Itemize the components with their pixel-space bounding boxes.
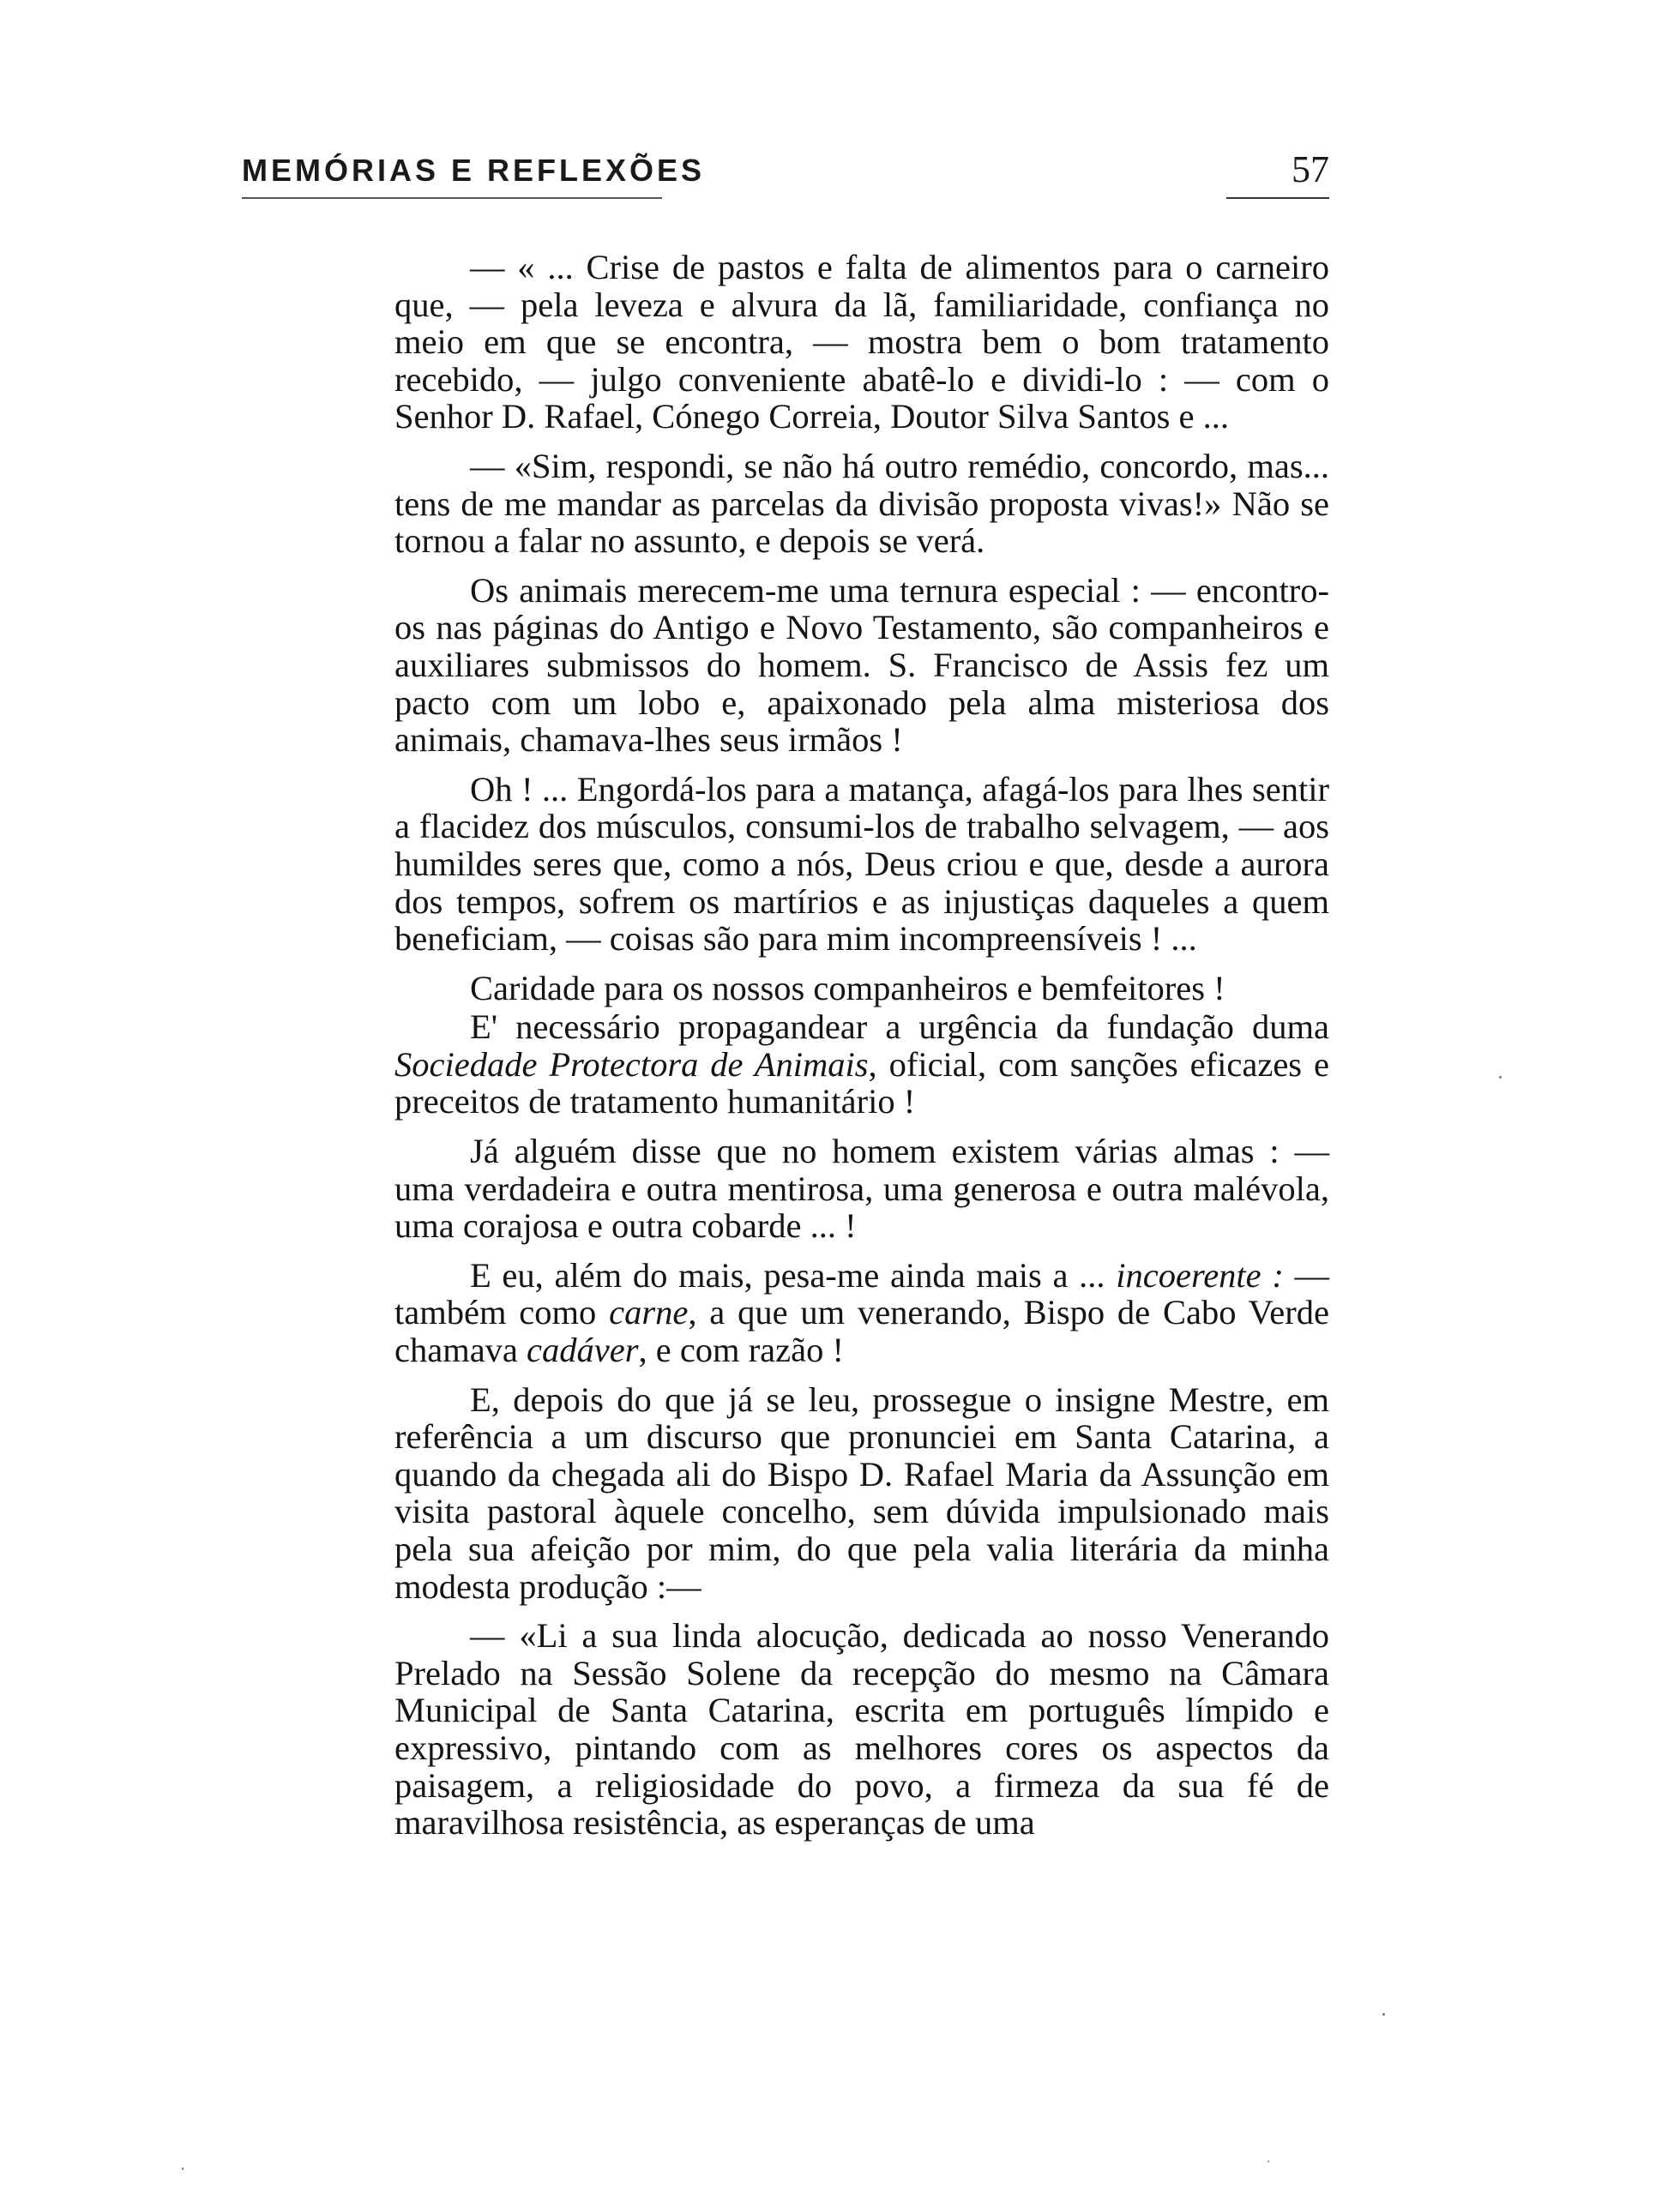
incoerente-italic: incoerente :	[1116, 1255, 1284, 1295]
paragraph-2: — «Sim, respondi, se não há outro remédio, concordo, mas... tens de me mandar as parcelas da divisão proposta vivas!» Não se tornou a falar no assunto, e depois se verá.	[394, 446, 1329, 561]
paragraph-5: Caridade para os nossos companheiros e bemfeitores !	[470, 968, 1225, 1007]
paper-speck	[182, 2167, 184, 2170]
paragraph-1: — « ... Crise de pastos e falta de alimentos para o carneiro que, — pela leveza e alvura da lã, familiaridade, confiança no meio em que se encontra, — mostra bem o bom tratamento recebido, — julgo conveniente abatê-lo e dividi-lo : — com o Senhor D. Rafael, Cónego Correia, Doutor Silva Santos e ...	[394, 248, 1329, 436]
carne-italic: carne	[609, 1293, 689, 1332]
paragraph-8	[394, 1257, 1329, 1369]
paper-speck	[1382, 2013, 1385, 2016]
society-name-italic: Sociedade Protectora de Animais	[394, 1044, 869, 1084]
paragraph-3: Os animais merecem-me uma ternura especial : — encontro-os nas páginas do Antigo e Novo Testamento, são companheiros e auxiliares submissos do homem. S. Francisco de Assis fez um pacto com um lobo e, apaixonado pela alma misteriosa dos animais, chamava-lhes seus irmãos !	[394, 570, 1329, 760]
running-header	[242, 148, 1329, 213]
header-rule-right	[1226, 197, 1329, 199]
paragraph-9: E, depois do que já se leu, prossegue o insigne Mestre, em referência a um discurso que pronunciei em Santa Catarina, a quando da chegada ali do Bispo D. Rafael Maria da Assunção em visita pastoral àquele concelho, sem dúvida impulsionado mais pela sua afeição por mim, do que pela valia literária da minha modesta produção :—	[394, 1379, 1329, 1606]
paper-speck	[1268, 2161, 1269, 2162]
paragraph-8-part-2: — também como	[394, 1255, 1330, 1332]
paragraph-8-part-4: , e com razão !	[638, 1331, 844, 1370]
paragraph-6-text: E' necessário propagandear a urgência da fundação duma	[470, 1007, 1329, 1047]
paragraph-10: — «Li a sua linda alocução, dedicada ao nosso Venerando Prelado na Sessão Solene da recepção do mesmo na Câmara Municipal de Santa Catarina, escrita em português límpido e expressivo, pintando com as melhores cores os aspectos da paisagem, a religiosidade do povo, a firmeza da sua fé de maravilhosa resistência, as esperanças de uma	[394, 1616, 1329, 1842]
page-number: 57	[1292, 148, 1329, 190]
paper-speck	[1499, 1076, 1502, 1079]
paragraph-8-part-3: , a que um venerando, Bispo de Cabo Verde chamava	[394, 1293, 1329, 1370]
paragraph-4: Oh ! ... Engordá-los para a matança, afagá-los para lhes sentir a flacidez dos músculos, consumi-los de trabalho selvagem, — aos humildes seres que, como a nós, Deus criou e que, desde a aurora dos tempos, sofrem os martírios e as injustiças daqueles a quem beneficiam, — coisas são para mim incompreensíveis ! ...	[394, 769, 1329, 959]
header-rule-left	[242, 197, 662, 199]
paragraph-7: Já alguém disse que no homem existem várias almas : — uma verdadeira e outra mentirosa, uma generosa e outra malévola, uma corajosa e outra cobarde ... !	[394, 1132, 1329, 1246]
cadaver-italic: cadáver	[527, 1331, 639, 1370]
paragraph-6	[394, 1008, 1329, 1121]
paragraph-8-part-1: E eu, além do mais, pesa-me ainda mais a ...	[470, 1255, 1117, 1295]
running-header-title: MEMÓRIAS E REFLEXÕES	[242, 153, 706, 188]
body-text	[394, 249, 1329, 1854]
paragraph-6-text-end: , oficial, com sanções eficazes e preceitos de tratamento humanitário !	[394, 1044, 1329, 1121]
